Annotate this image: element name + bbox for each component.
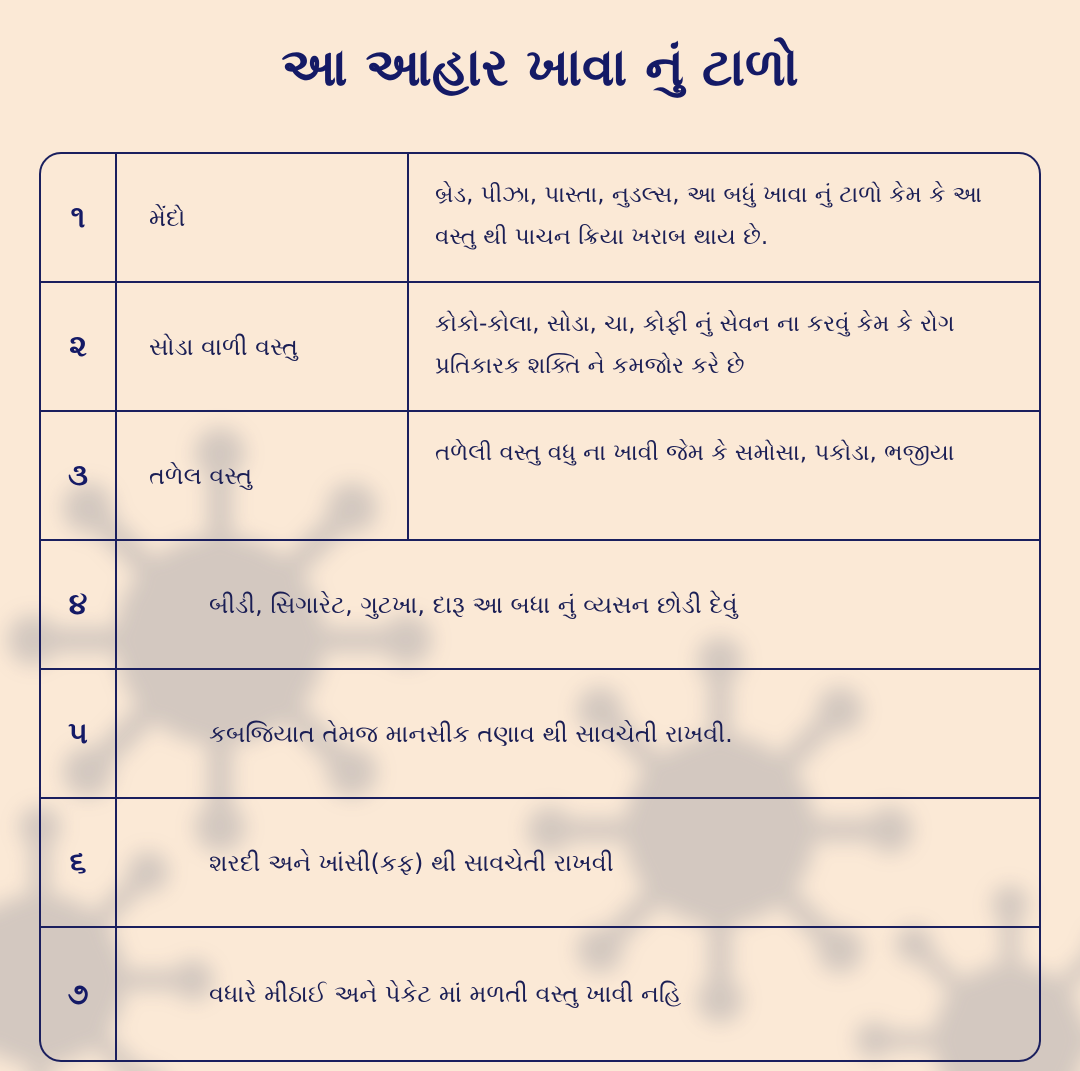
row-number: ૬ [41,799,117,926]
food-description: તળેલી વસ્તુ વધુ ના ખાવી જેમ કે સમોસા, પકોડા, ભજીયા [435,440,955,466]
table-row [41,541,1039,670]
food-description: બ્રેડ, પીઝા, પાસ્તા, નુડલ્સ, આ બધું ખાવા નું ટાળો કેમ કે આ વસ્તુ થી પાચન ક્રિયા ખરાબ થાય છે. [435,182,982,250]
advice-text: શરદી અને ખાંસી(કફ) થી સાવચેતી રાખવી [209,848,614,877]
row-number: ૧ [41,154,117,281]
food-name: મેંદો [117,154,409,281]
advice-text: વધારે મીઠાઈ અને પેકેટ માં મળતી વસ્તુ ખાવી નહિ [209,980,682,1008]
row-number: ૨ [41,283,117,410]
table-row [41,670,1039,799]
advice-text: કબજિયાત તેમજ માનસીક તણાવ થી સાવચેતી રાખવી. [209,719,733,748]
table-row [41,799,1039,928]
page-title: આ આહાર ખાવા નું ટાળો [281,38,799,98]
food-description: કોકો-કોલા, સોડા, ચા, કોફી નું સેવન ના કરવું કેમ કે રોગ પ્રતિકારક શક્તિ ને કમજોર કરે છે [435,311,955,379]
row-number: ૫ [41,670,117,797]
row-number: ૪ [41,541,117,668]
row-number: ૩ [41,412,117,539]
food-name: તળેલ વસ્તુ [117,412,409,539]
food-name: સોડા વાળી વસ્તુ [117,283,409,410]
diet-table [39,152,1041,1062]
table-row [41,412,1039,541]
table-row [41,154,1039,283]
row-number: ૭ [41,928,117,1060]
table-row [41,283,1039,412]
advice-text: બીડી, સિગારેટ, ગુટખા, દારૂ આ બધા નું વ્યસન છોડી દેવું [209,590,738,619]
table-row [41,928,1039,1060]
